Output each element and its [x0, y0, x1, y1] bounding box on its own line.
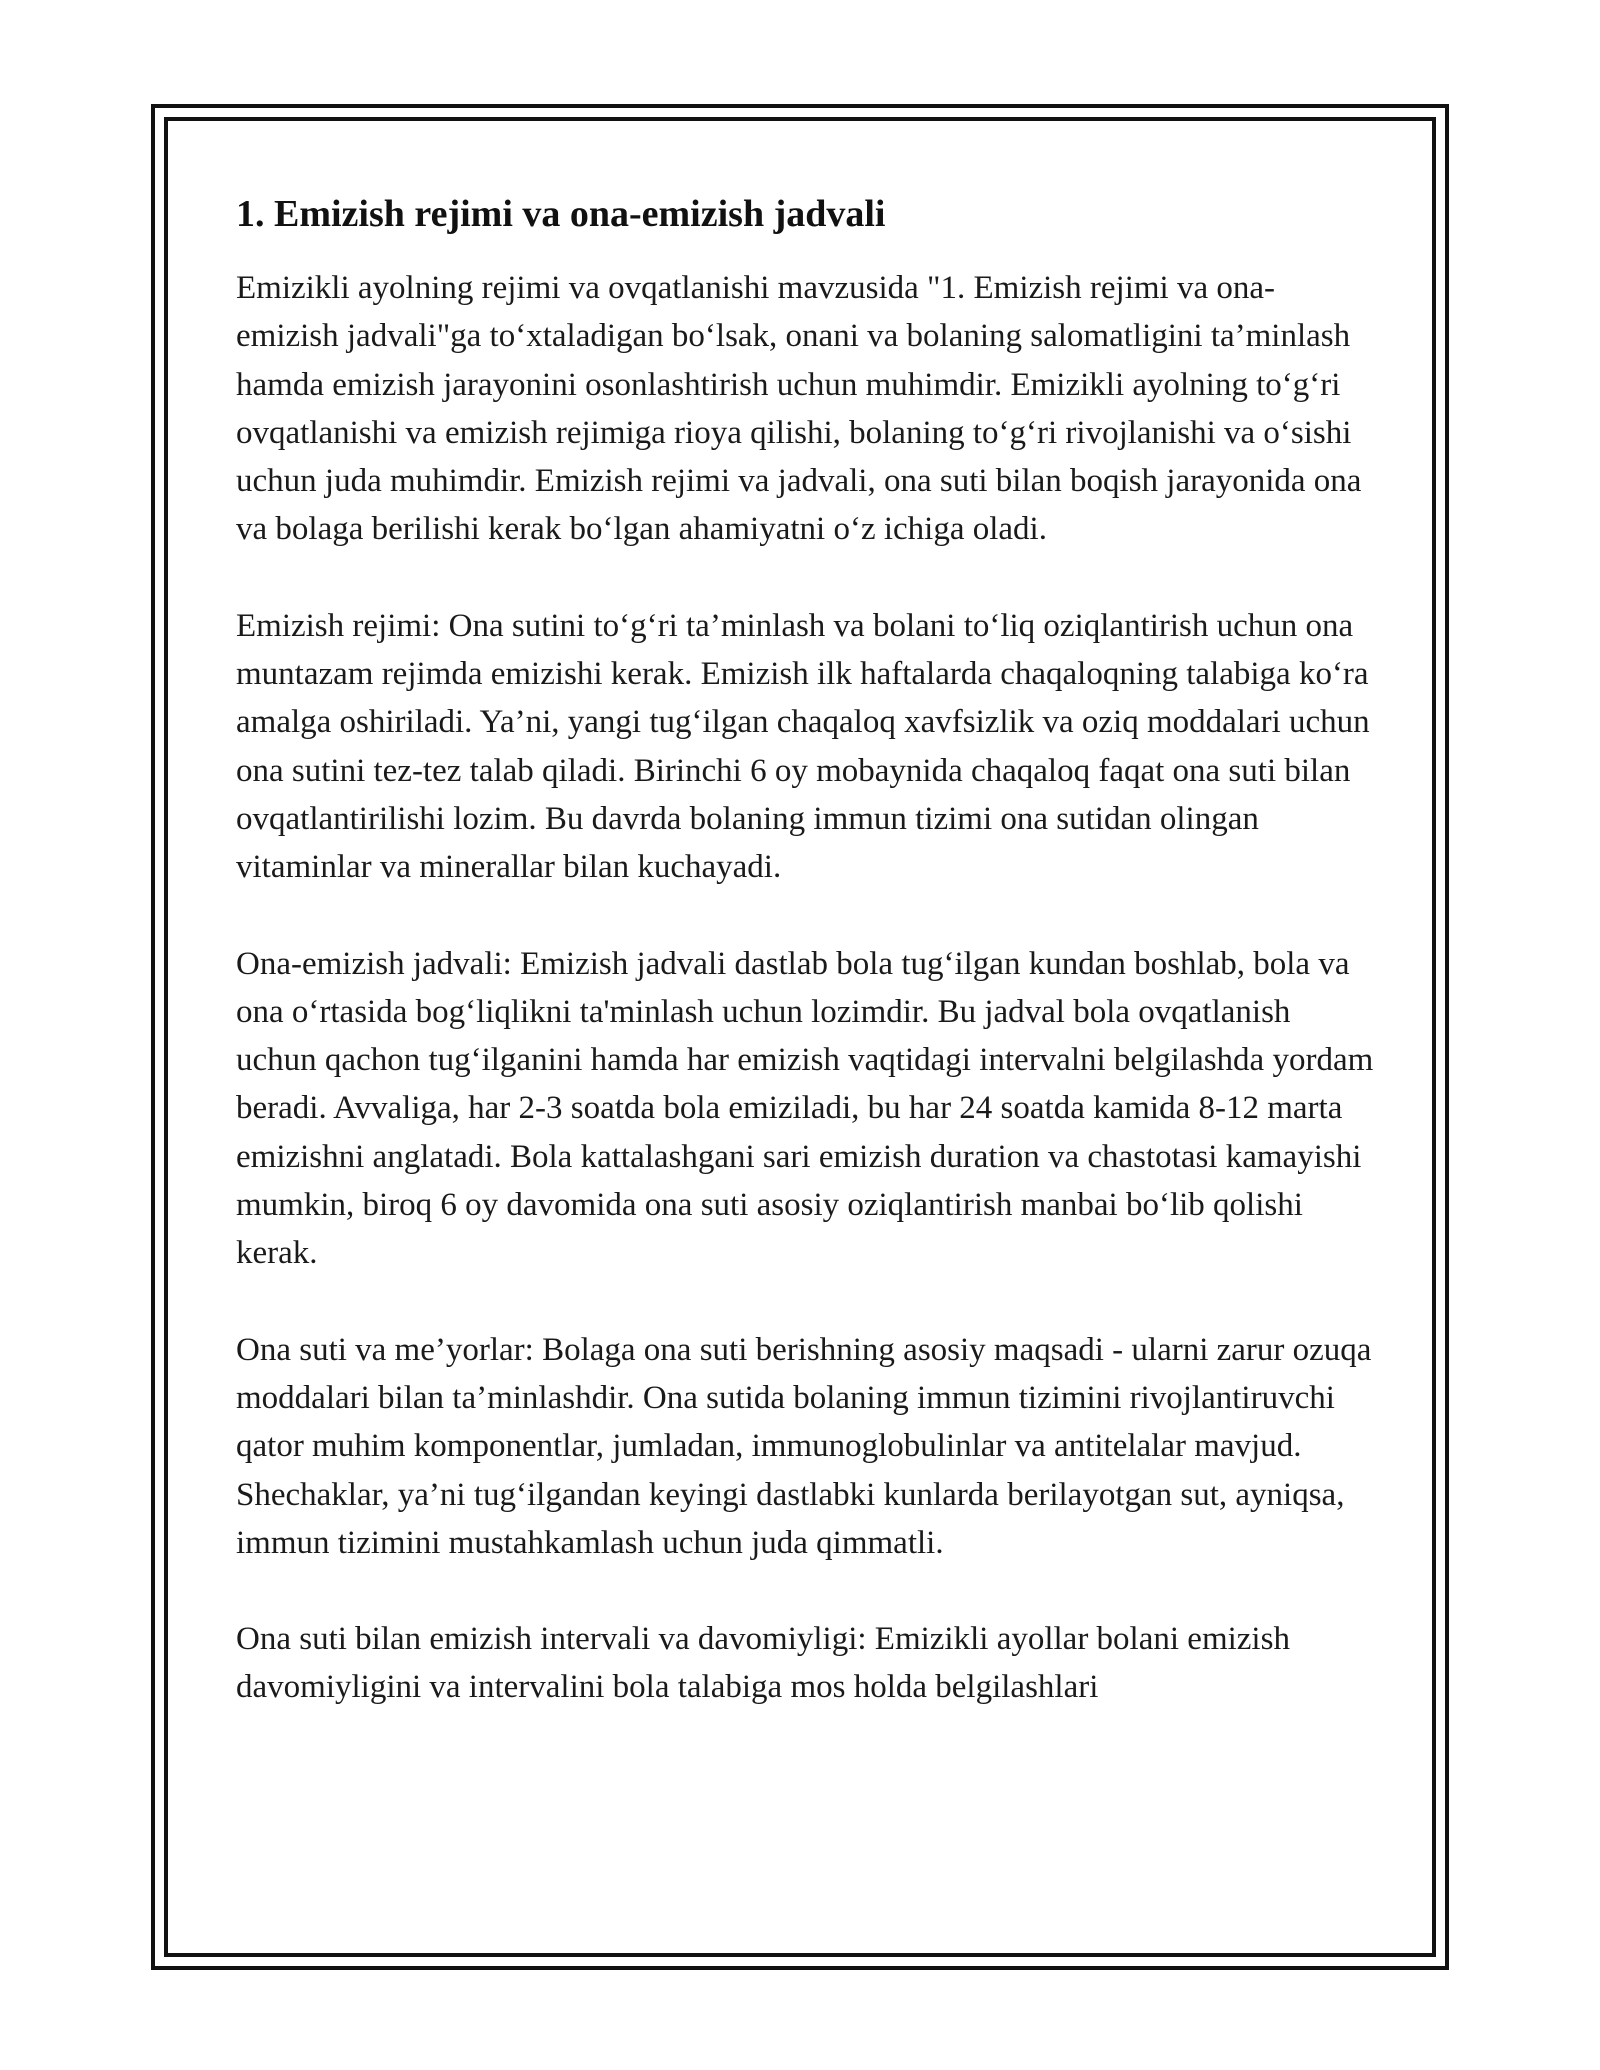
paragraph-list [236, 264, 1376, 1712]
paragraph-interval-davomiylik: Ona suti bilan emizish intervali va davomiyligi: Emizikli ayollar bolani emizish davomiyligini va intervalini bola talabiga mos holda belgilashlari [236, 1621, 1290, 1706]
document-body [236, 190, 1376, 1712]
paragraph-intro: Emizikli ayolning rejimi va ovqatlanishi mavzusida "1. Emizish rejimi va ona-emizish jadvali"ga to‘xtaladigan bo‘lsak, onani va bolaning salomatligini ta’minlash hamda emizish jarayonini osonlashtirish uchun muhimdir. Emizikli ayolning to‘g‘ri ovqatlanishi va emizish rejimiga rioya qilishi, bolaning to‘g‘ri rivojlanishi va o‘sishi uchun juda muhimdir. Emizish rejimi va jadvali, ona suti bilan boqish jarayonida ona va bolaga berilishi kerak bo‘lgan ahamiyatni o‘z ichiga oladi. [236, 270, 1362, 548]
paragraph-ona-suti-meyorlar: Ona suti va me’yorlar: Bolaga ona suti berishning asosiy maqsadi - ularni zarur ozuqa moddalari bilan ta’minlashdir. Ona sutida bolaning immun tizimini rivojlantiruvchi qator muhim komponentlar, jumladan, immunoglobulinlar va antitelalar mavjud. Shechaklar, ya’ni tug‘ilgandan keyingi dastlabki kunlarda berilayotgan sut, ayniqsa, immun tizimini mustahkamlash uchun juda qimmatli. [236, 1331, 1372, 1561]
section-heading: 1. Emizish rejimi va ona-emizish jadvali [236, 193, 886, 235]
paragraph-ona-emizish-jadvali: Ona-emizish jadvali: Emizish jadvali dastlab bola tug‘ilgan kundan boshlab, bola va ona o‘rtasida bog‘liqlikni ta'minlash uchun lozimdir. Bu jadval bola ovqatlanish uchun qachon tug‘ilganini hamda har emizish vaqtidagi intervalni belgilashda yordam beradi. Avvaliga, har 2-3 soatda bola emiziladi, bu har 24 soatda kamida 8-12 marta emizishni anglatadi. Bola kattalashgani sari emizish duration va chastotasi kamayishi mumkin, biroq 6 oy davomida ona suti asosiy oziqlantirish manbai bo‘lib qolishi kerak. [236, 945, 1374, 1272]
paragraph-emizish-rejimi: Emizish rejimi: Ona sutini to‘g‘ri ta’minlash va bolani to‘liq oziqlantirish uchun ona muntazam rejimda emizishi kerak. Emizish ilk haftalarda chaqaloqning talabiga ko‘ra amalga oshiriladi. Ya’ni, yangi tug‘ilgan chaqaloq xavfsizlik va oziq moddalari uchun ona sutini tez-tez talab qiladi. Birinchi 6 oy mobaynida chaqaloq faqat ona suti bilan ovqatlantirilishi lozim. Bu davrda bolaning immun tizimi ona sutidan olingan vitaminlar va minerallar bilan kuchayadi. [236, 607, 1370, 886]
